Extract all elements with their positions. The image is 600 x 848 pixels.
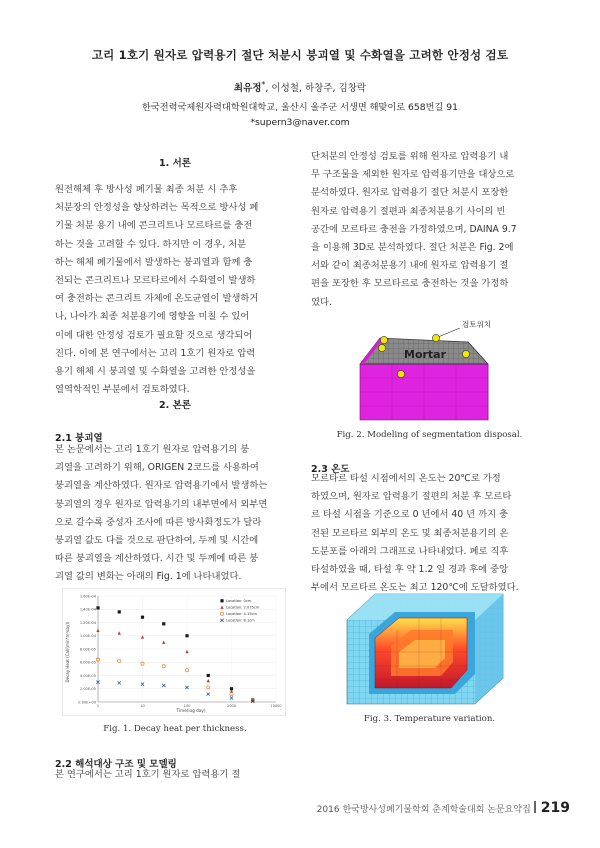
paragraph-line: 원전해체 후 방사성 폐기물 최종 처분 시 추후: [55, 184, 238, 195]
check-point-leader: [438, 328, 460, 337]
page-footer: [317, 800, 570, 816]
paragraph-line: 나, 나아가 최종 처분용기에 영향을 미칠 수 있어: [55, 311, 250, 323]
paper-title: 고리 1호기 원자로 압력용기 절단 처분시 붕괴열 및 수화열을 고려한 안정성 검토: [91, 48, 509, 62]
paragraph-line: 여 충전하는 콘크리트 자체에 온도균열이 발생하거: [55, 293, 259, 305]
temperature-paragraph: [311, 470, 548, 597]
data-point: [185, 634, 188, 637]
paragraph-line: 전되는 콘크리트나 모르타르에서 수화열이 발생하: [55, 275, 256, 287]
paragraph-line: 붕괴열 값도 다를 것으로 판단하여, 두께 및 시간에: [55, 535, 259, 547]
paragraph-line: 하는 것을 고려할 수 있다. 하지만 이 경우, 처분: [55, 238, 247, 250]
paragraph-line: 였다.: [311, 296, 332, 308]
x-tick-label: 1: [96, 704, 100, 708]
paragraph-line: 열역학적인 부분에서 검토하였다.: [55, 384, 190, 396]
section-introduction-heading: 1. 서론: [159, 158, 191, 169]
paragraph-line: 붕괴열을 계산하였다. 원자로 압력용기에서 발생하는: [55, 480, 268, 492]
paragraph-line: 르 타설 시점을 기준으로 0 년에서 40 년 까지 충: [311, 509, 509, 521]
data-point: [162, 622, 165, 625]
data-point: [118, 610, 121, 613]
paragraph-line: 공간에 모르타르 충전을 가정하였으며, DAINA 9.7: [311, 223, 517, 235]
subsection-temperature-heading: 2.3 온도: [311, 464, 350, 475]
legend-label: Location: 8.1cm: [226, 618, 255, 623]
data-point: [96, 606, 99, 609]
check-point-label: 검토위치: [462, 320, 491, 329]
paragraph-line: 전된 모르타르 외부의 온도 및 최종처분용기의 온: [311, 527, 509, 539]
paragraph-line: 부에서 모르타르 온도는 최고 120℃에 도달하였다.: [311, 582, 519, 594]
co-authors: , 이성철, 하창주, 김창락: [265, 83, 367, 95]
affiliation: 한국전력국제원자력대학원대학교, 울산시 울주군 서생면 해맞이로 658번길 91: [142, 102, 458, 113]
legend-label: Location: 4.15cm: [226, 612, 258, 616]
paragraph-line: 이에 대한 안정성 검토가 필요할 것으로 생각되어: [55, 329, 253, 341]
legend-label: Location: 0cm: [226, 599, 252, 603]
paragraph-line: 붕괴열의 경우 원자로 압력용기의 내부면에서 외부면: [55, 498, 268, 510]
paragraph-line: 괴열 값의 변화는 아래의 Fig. 1에 나타내었다.: [55, 571, 242, 583]
check-point-marker: [397, 370, 404, 377]
check-point-marker: [432, 334, 439, 341]
chart-y-axis-label: Decay Heat (Cal/(min*m²day)): [65, 621, 70, 683]
x-tick-label: 10: [140, 704, 145, 708]
paragraph-line: 하였으며, 원자로 압력용기 절편의 처분 후 모르타: [311, 491, 512, 503]
legend-label: Location: 2.075cm: [226, 605, 260, 610]
chart-x-axis-label: Time(log day): [176, 708, 206, 713]
footer-divider: [534, 801, 536, 813]
paragraph-line: 본 연구에서는 고리 1호기 원자로 압력용기 절: [55, 769, 241, 780]
decay-heat-paragraph: [55, 441, 293, 587]
x-tick-label: 10000: [270, 704, 282, 708]
corresponding-mark: *: [261, 80, 266, 89]
y-tick-label: 1.20E-04: [79, 620, 96, 625]
paragraph-line: 을 이용해 3D로 분석하였다. 절단 처분은 Fig. 2에: [311, 242, 514, 254]
subsection-modeling-heading: 2.2 해석대상 구조 및 모델링: [55, 759, 177, 770]
paragraph-line: 편을 포장한 후 모르타르로 충전하는 것을 가정하: [311, 278, 509, 290]
y-tick-label: 1.40E-04: [79, 607, 96, 612]
decay-heat-chart: [62, 588, 286, 716]
section-body-heading: 2. 본론: [159, 400, 191, 411]
temperature-variation-figure: [335, 590, 510, 710]
paragraph-line: 하는 해체 폐기물에서 발생하는 붕괴열과 함께 충: [55, 256, 253, 268]
paragraph-line: 처분장의 안정성을 향상하려는 목적으로 방사성 폐: [55, 202, 259, 214]
data-point: [207, 674, 210, 677]
author-line: [0, 80, 600, 94]
paragraph-line: 용기 해체 시 붕괴열 및 수화열을 고려한 안정성을: [55, 366, 256, 378]
page-number: 219: [540, 800, 570, 816]
x-tick-label: 1000: [226, 704, 237, 708]
y-tick-label: 1.60E-04: [79, 594, 96, 599]
y-tick-label: 2.00E-05: [79, 687, 96, 692]
y-tick-label: 6.00E-05: [79, 660, 96, 665]
fig3-caption: Fig. 3. Temperature variation.: [363, 714, 496, 724]
segmentation-disposal-model-figure: [338, 318, 508, 428]
paragraph-line: 원자로 압력용기 절편과 최종처분용기 사이의 빈: [311, 205, 506, 217]
check-point-marker: [462, 350, 469, 357]
x-tick-label: 100: [183, 704, 191, 708]
paragraph-line: 따른 붕괴열을 계산하였다. 시간 및 두께에 따른 붕: [55, 553, 259, 565]
subsection-decay-heat-heading: 2.1 붕괴열: [55, 433, 103, 444]
paragraph-line: 단처분의 안정성 검토를 위해 원자로 압력용기 내: [311, 151, 509, 162]
paragraph-line: 타설하였을 때, 타설 후 약 1.2 일 경과 후에 중앙: [311, 564, 509, 576]
paragraph-line: 진다. 이에 본 연구에서는 고리 1호기 원자로 압력: [55, 347, 256, 359]
y-tick-label: 8.00E-05: [79, 647, 96, 652]
paragraph-line: 기물 처분 용기 내에 콘크리트나 모르타르를 충전: [55, 220, 253, 232]
paragraph-line: 무 구조물을 제외한 원자로 압력용기만을 대상으로: [311, 169, 515, 181]
paragraph-line: 도분포를 아래의 그래프로 나타내었다. 폐로 직후: [311, 545, 509, 557]
fig1-caption: Fig. 1. Decay heat per thickness.: [103, 724, 247, 734]
modeling-paragraph-continued: [311, 148, 548, 312]
paragraph-line: 분석하였다. 원자로 압력용기 절단 처분시 포장한: [311, 187, 509, 199]
check-point-marker: [380, 336, 387, 343]
lead-author: 최유정: [233, 83, 262, 95]
y-tick-label: 1.00E-04: [79, 634, 96, 639]
y-tick-label: 4.00E-05: [79, 673, 96, 678]
fig2-caption: Fig. 2. Modeling of segmentation disposal.: [336, 430, 523, 440]
check-point-marker: [378, 344, 385, 351]
legend-marker: [220, 599, 223, 602]
email: *supern3@naver.com: [250, 117, 350, 128]
paragraph-line: 모르타르 타설 시점에서의 온도는 20℃로 가정: [311, 473, 501, 484]
paragraph-line: 서와 같이 최종처분용기 내에 원자로 압력용기 절: [311, 260, 509, 272]
footer-proceedings-title: 2016 한국방사성폐기물학회 춘계학술대회 논문요약집: [316, 805, 531, 815]
data-point: [141, 616, 144, 619]
paragraph-line: 괴열을 고려하기 위해, ORIGEN 2코드를 사용하여: [55, 462, 259, 474]
paragraph-line: 으로 갈수록 중성자 조사에 따른 방사화정도가 달라: [55, 516, 262, 528]
paragraph-line: 본 논문에서는 고리 1호기 원자로 압력용기의 붕: [55, 444, 250, 455]
modeling-paragraph: [55, 766, 293, 784]
intro-paragraph: [55, 181, 293, 399]
mortar-label: Mortar: [404, 348, 447, 361]
y-tick-label: 0.00E+00: [78, 700, 96, 705]
